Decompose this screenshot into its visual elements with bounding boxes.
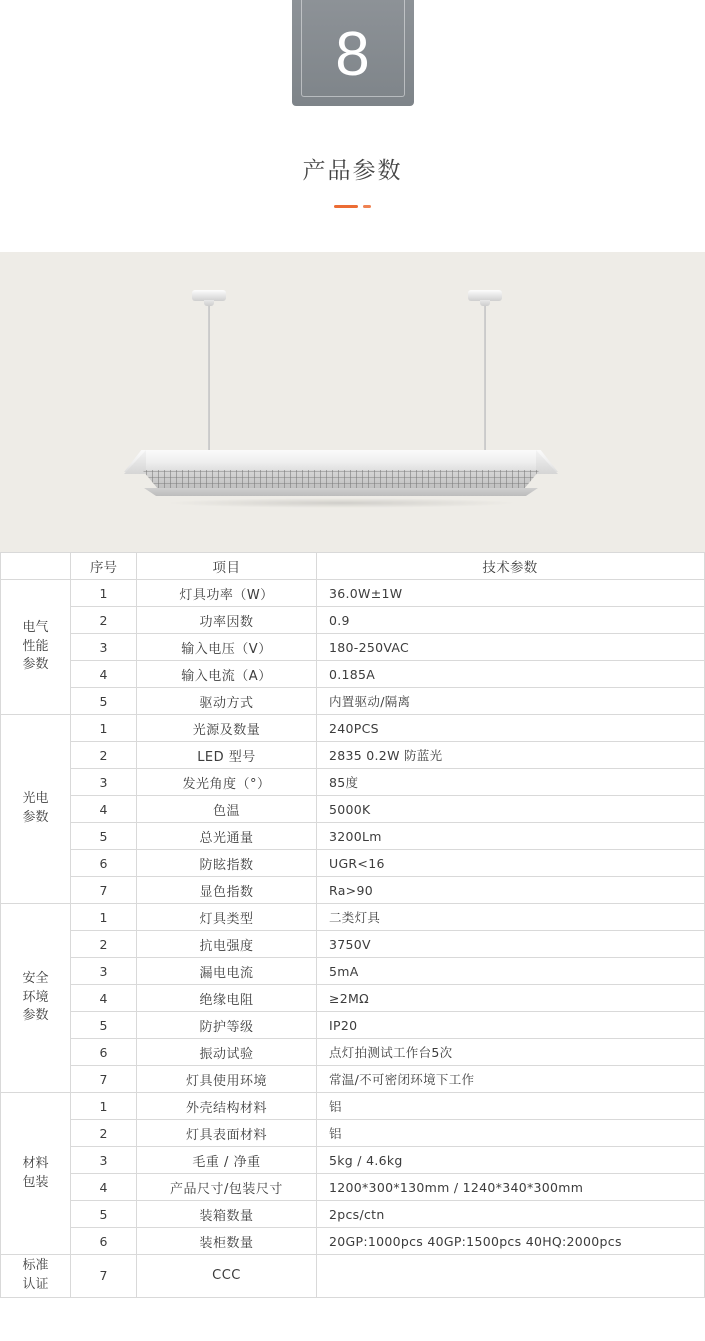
table-row: [1, 1093, 705, 1120]
row-item-cell: 漏电电流: [137, 958, 317, 985]
row-index-cell: 3: [71, 634, 137, 661]
row-item-cell: 毛重 / 净重: [137, 1147, 317, 1174]
row-index-cell: 4: [71, 985, 137, 1012]
table-row: [1, 1066, 705, 1093]
table-row: [1, 1039, 705, 1066]
row-value-cell: 1200*300*130mm / 1240*340*300mm: [317, 1174, 705, 1201]
title-underline: [0, 205, 705, 208]
group-label-line: 环境: [22, 989, 49, 1005]
row-item-cell: 总光通量: [137, 823, 317, 850]
row-index-cell: 4: [71, 661, 137, 688]
row-index-cell: 5: [71, 1201, 137, 1228]
row-value-cell: 20GP:1000pcs 40GP:1500pcs 40HQ:2000pcs: [317, 1228, 705, 1255]
spec-table: [0, 552, 705, 1298]
row-item-cell: 装柜数量: [137, 1228, 317, 1255]
table-row: [1, 850, 705, 877]
row-index-cell: 3: [71, 769, 137, 796]
fixture-louver-grid: [134, 470, 548, 490]
row-value-cell: [317, 1255, 705, 1298]
row-value-cell: 二类灯具: [317, 904, 705, 931]
row-value-cell: 内置驱动/隔离: [317, 688, 705, 715]
row-value-cell: 5kg / 4.6kg: [317, 1147, 705, 1174]
row-index-cell: 7: [71, 1255, 137, 1298]
row-item-cell: 灯具使用环境: [137, 1066, 317, 1093]
page-title: 产品参数: [302, 158, 403, 184]
section-number-badge: [292, 0, 414, 106]
table-row: [1, 877, 705, 904]
row-index-cell: 7: [71, 1066, 137, 1093]
row-value-cell: 85度: [317, 769, 705, 796]
fixture-top-surface: [124, 450, 558, 472]
table-row: [1, 1120, 705, 1147]
row-item-cell: 抗电强度: [137, 931, 317, 958]
table-row: [1, 1012, 705, 1039]
suspension-wire-left: [208, 306, 210, 474]
row-index-cell: 5: [71, 823, 137, 850]
group-label-cell: [1, 580, 71, 715]
row-index-cell: 6: [71, 1039, 137, 1066]
group-label-cell: [1, 1093, 71, 1255]
group-label-line: 认证: [22, 1276, 49, 1292]
group-label-cell: [1, 1255, 71, 1298]
ceiling-mount-left-icon: [192, 290, 226, 301]
row-value-cell: 0.185A: [317, 661, 705, 688]
group-label-line: 参数: [22, 1008, 49, 1024]
table-row: [1, 931, 705, 958]
table-row: [1, 661, 705, 688]
header-group-cell: [1, 553, 71, 580]
row-item-cell: 灯具类型: [137, 904, 317, 931]
table-row: [1, 1255, 705, 1298]
table-header-row: [1, 553, 705, 580]
row-item-cell: 装箱数量: [137, 1201, 317, 1228]
group-label-line: 参数: [22, 657, 49, 673]
row-value-cell: 180-250VAC: [317, 634, 705, 661]
group-label-line: 性能: [22, 638, 49, 654]
table-row: [1, 742, 705, 769]
row-index-cell: 2: [71, 1120, 137, 1147]
row-value-cell: 2835 0.2W 防蓝光: [317, 742, 705, 769]
ceiling-mount-right-icon: [468, 290, 502, 301]
row-item-cell: 绝缘电阻: [137, 985, 317, 1012]
fixture-bottom-edge: [140, 488, 542, 496]
table-row: [1, 958, 705, 985]
row-index-cell: 3: [71, 1147, 137, 1174]
row-index-cell: 4: [71, 1174, 137, 1201]
row-index-cell: 2: [71, 742, 137, 769]
row-item-cell: 灯具表面材料: [137, 1120, 317, 1147]
page-title-block: [0, 106, 705, 208]
group-label-line: 电气: [22, 619, 49, 635]
table-row: [1, 985, 705, 1012]
row-item-cell: 显色指数: [137, 877, 317, 904]
row-value-cell: UGR<16: [317, 850, 705, 877]
row-index-cell: 5: [71, 1012, 137, 1039]
row-value-cell: ≥2MΩ: [317, 985, 705, 1012]
row-index-cell: 2: [71, 607, 137, 634]
row-index-cell: 4: [71, 796, 137, 823]
table-row: [1, 769, 705, 796]
row-value-cell: 铝: [317, 1093, 705, 1120]
row-item-cell: 驱动方式: [137, 688, 317, 715]
row-item-cell: 输入电压（V）: [137, 634, 317, 661]
row-item-cell: 发光角度（°）: [137, 769, 317, 796]
row-item-cell: 防护等级: [137, 1012, 317, 1039]
row-item-cell: LED 型号: [137, 742, 317, 769]
table-row: [1, 607, 705, 634]
badge-number-text: 8: [335, 20, 370, 89]
suspension-wire-right: [484, 306, 486, 454]
row-value-cell: 点灯拍测试工作台5次: [317, 1039, 705, 1066]
table-row: [1, 634, 705, 661]
row-item-cell: 光源及数量: [137, 715, 317, 742]
table-row: [1, 1147, 705, 1174]
row-item-cell: 振动试验: [137, 1039, 317, 1066]
group-label-line: 材料: [22, 1155, 49, 1171]
table-row: [1, 1201, 705, 1228]
row-item-cell: 防眩指数: [137, 850, 317, 877]
group-label-cell: [1, 904, 71, 1093]
group-label-line: 安全: [22, 970, 49, 986]
table-row: [1, 823, 705, 850]
fixture-shadow: [164, 498, 518, 508]
table-row: [1, 580, 705, 607]
row-value-cell: 5000K: [317, 796, 705, 823]
section-badge-wrapper: [0, 0, 705, 106]
led-panel-fixture: [124, 450, 558, 506]
group-label-line: 包装: [22, 1174, 49, 1190]
row-item-cell: 灯具功率（W）: [137, 580, 317, 607]
row-index-cell: 3: [71, 958, 137, 985]
row-item-cell: 外壳结构材料: [137, 1093, 317, 1120]
table-row: [1, 796, 705, 823]
row-value-cell: 240PCS: [317, 715, 705, 742]
row-value-cell: 5mA: [317, 958, 705, 985]
product-hero-image: [0, 252, 705, 552]
group-label-line: 光电: [22, 791, 49, 807]
row-index-cell: 7: [71, 877, 137, 904]
row-value-cell: 36.0W±1W: [317, 580, 705, 607]
underline-short-dash: [363, 205, 371, 208]
group-label-cell: [1, 715, 71, 904]
row-value-cell: 2pcs/ctn: [317, 1201, 705, 1228]
row-item-cell: 产品尺寸/包装尺寸: [137, 1174, 317, 1201]
row-index-cell: 6: [71, 1228, 137, 1255]
group-label-line: 参数: [22, 810, 49, 825]
row-index-cell: 1: [71, 904, 137, 931]
header-no-cell: 序号: [71, 553, 137, 580]
row-index-cell: 6: [71, 850, 137, 877]
header-value-cell: 技术参数: [317, 553, 705, 580]
row-value-cell: Ra>90: [317, 877, 705, 904]
row-index-cell: 5: [71, 688, 137, 715]
group-label-line: 标准: [22, 1258, 49, 1273]
row-item-cell: 功率因数: [137, 607, 317, 634]
row-index-cell: 1: [71, 580, 137, 607]
row-value-cell: 铝: [317, 1120, 705, 1147]
table-row: [1, 1228, 705, 1255]
row-value-cell: 常温/不可密闭环境下工作: [317, 1066, 705, 1093]
row-value-cell: 3750V: [317, 931, 705, 958]
row-index-cell: 2: [71, 931, 137, 958]
header-item-cell: 项目: [137, 553, 317, 580]
row-value-cell: IP20: [317, 1012, 705, 1039]
table-row: [1, 904, 705, 931]
row-item-cell: 色温: [137, 796, 317, 823]
row-value-cell: 3200Lm: [317, 823, 705, 850]
table-row: [1, 715, 705, 742]
row-item-cell: CCC: [137, 1255, 317, 1298]
row-index-cell: 1: [71, 715, 137, 742]
table-row: [1, 688, 705, 715]
row-value-cell: 0.9: [317, 607, 705, 634]
underline-long-dash: [334, 205, 358, 208]
row-index-cell: 1: [71, 1093, 137, 1120]
row-item-cell: 输入电流（A）: [137, 661, 317, 688]
table-row: [1, 1174, 705, 1201]
